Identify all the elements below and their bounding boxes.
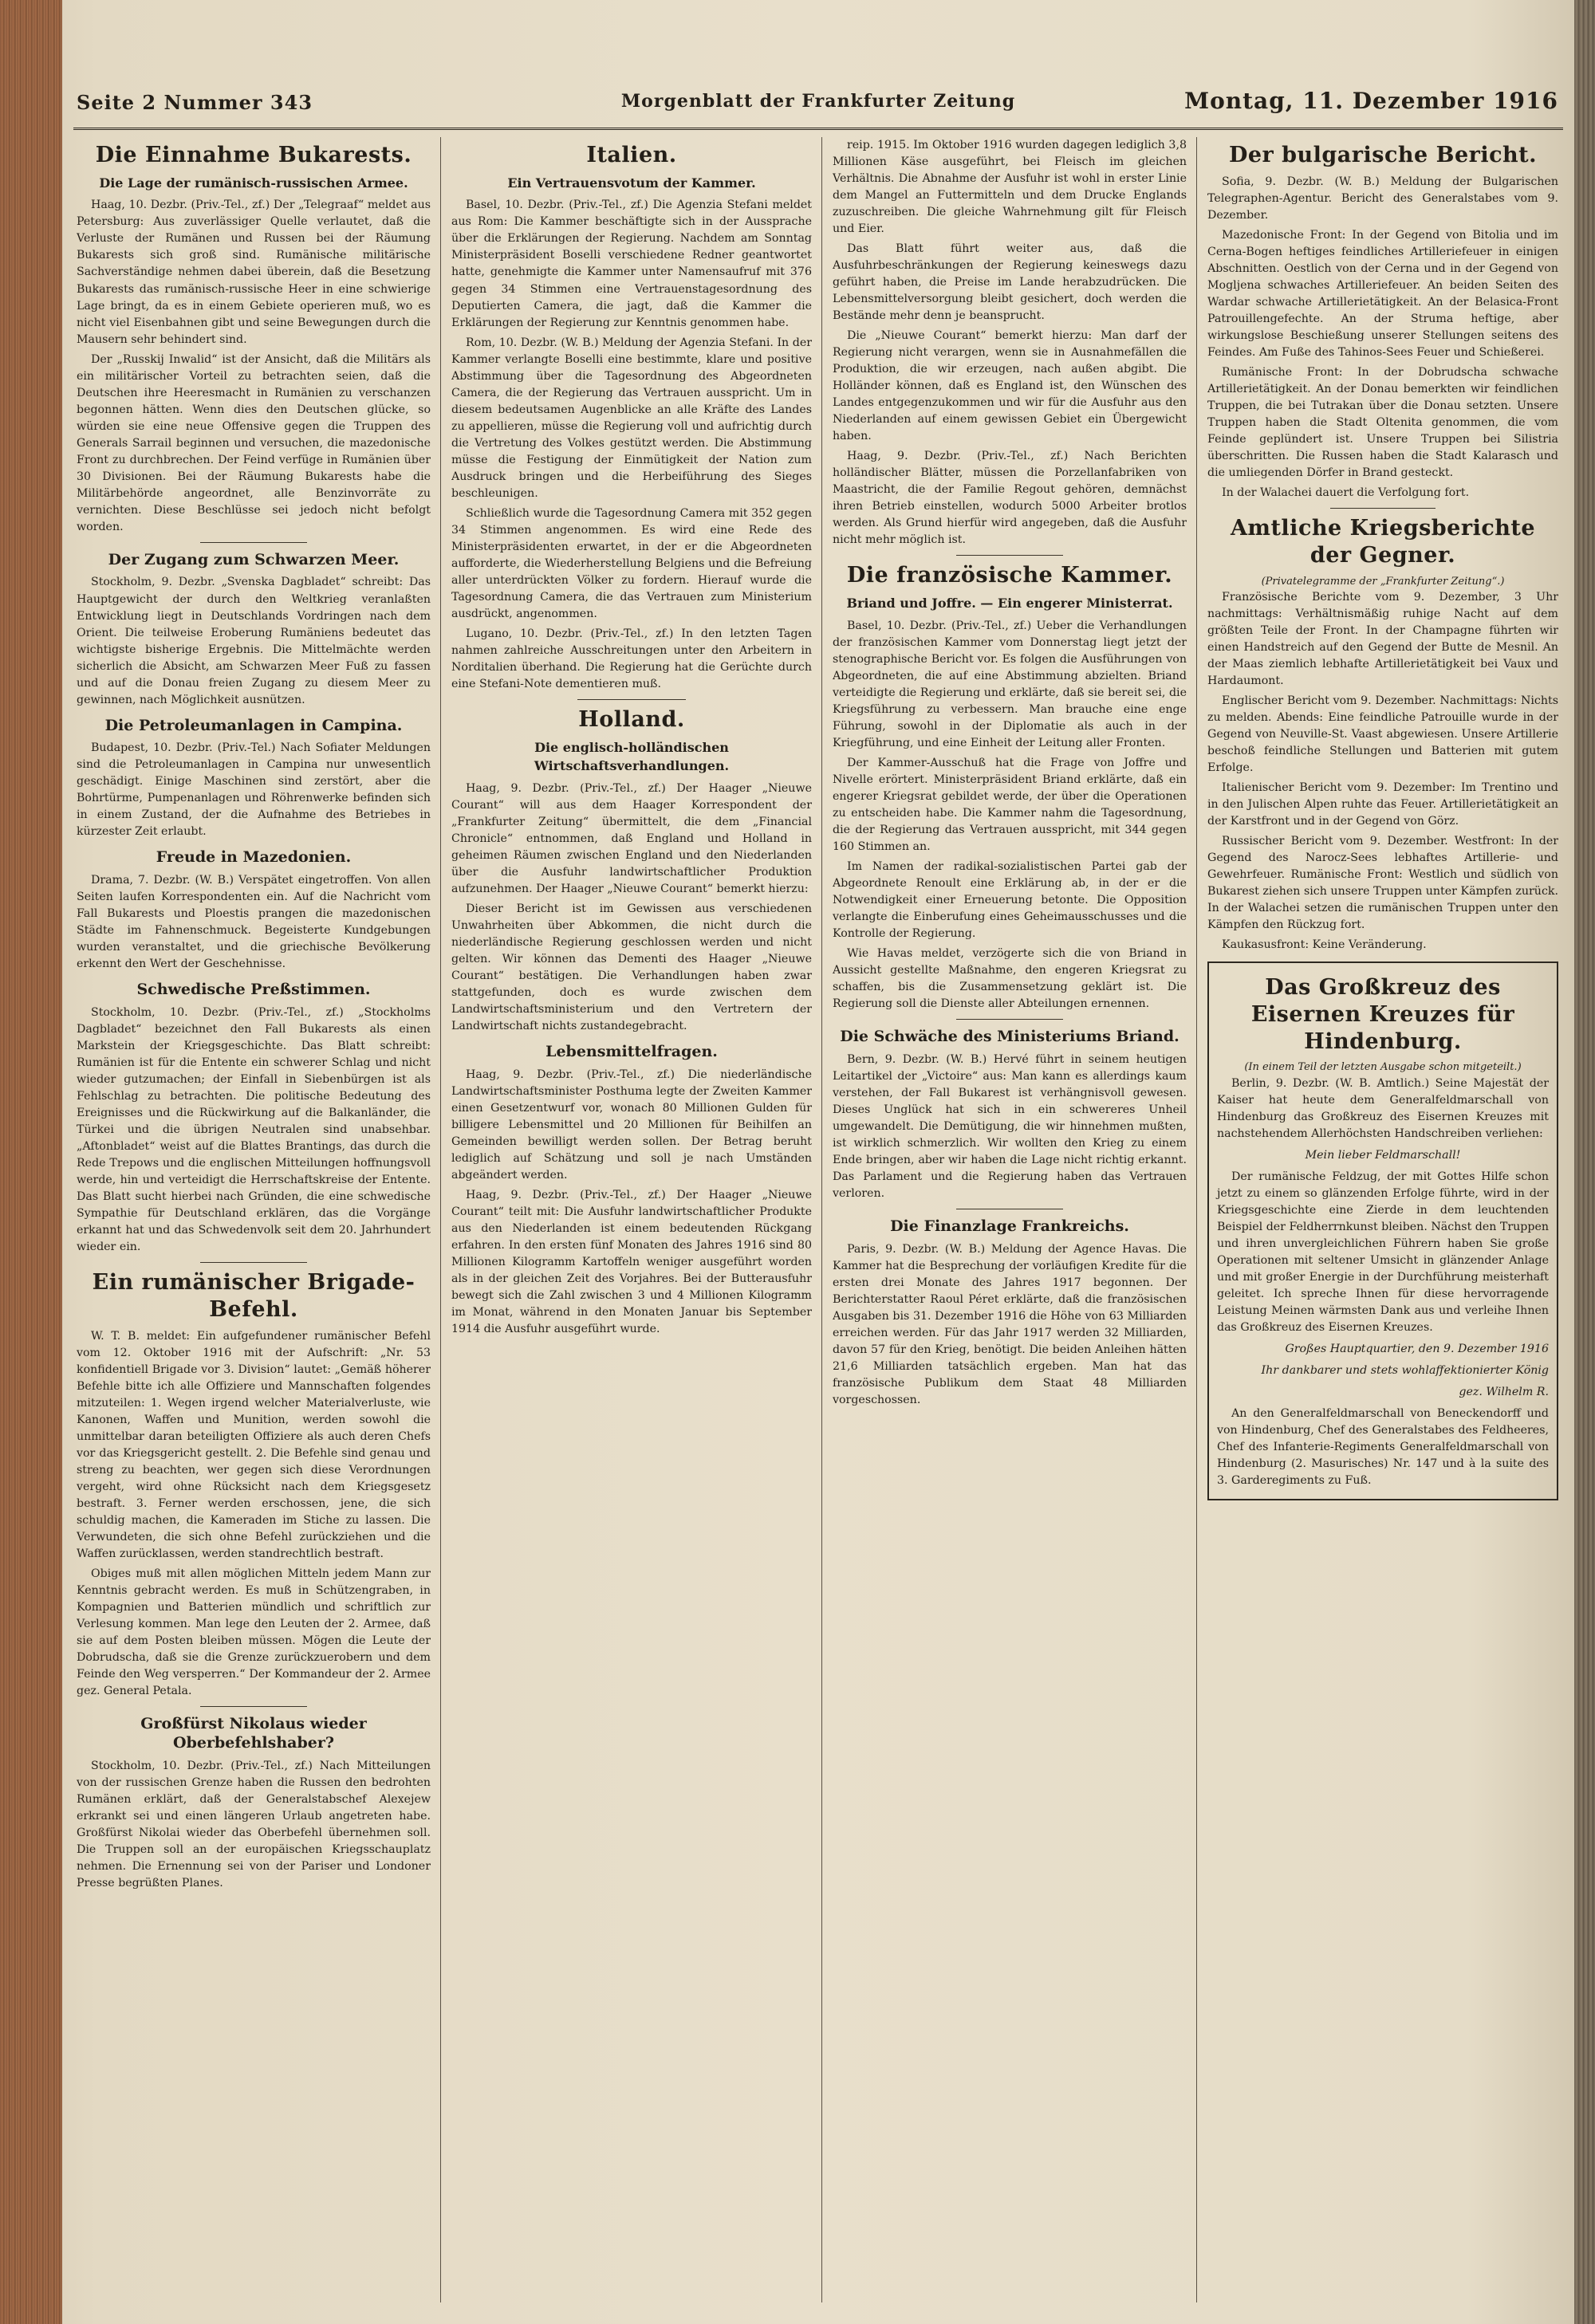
column-rule: [821, 137, 822, 2302]
headline-italien: Italien.: [586, 143, 677, 167]
headline-bulgarischer-bericht: Der bulgarische Bericht.: [1228, 143, 1538, 167]
article-paragraph: Wie Havas meldet, verzögerte sich die von Briand in Aussicht gestellte Maßnahme, den engeren Kriegsrat zu schaffen, bis die Zusammensetzung geklärt ist. Die Regierung soll die Dienste aller Abteilungen ernennen.: [833, 947, 1187, 1011]
article-paragraph: Schließlich wurde die Tagesordnung Camera mit 352 gegen 34 Stimmen angenommen. Es wird eine Rede des Ministerpräsidenten erwartet, in der er die Abgeordneten aufforderte, die Wiederherstellung Belgiens und die Befreiung aller unterdrückten Völker zu fordern. Hierauf wurde die Tagesordnung Camera, die das Vertrauen zum Ministerium ausdrückt, angenommen.: [451, 506, 812, 620]
article-paragraph: Berlin, 9. Dezbr. (W. B. Amtlich.) Seine Majestät der Kaiser hat heute dem Generalfeldmarschall von Hindenburg das Großkreuz des Eisernen Kreuzes mit nachstehendem Allerhöchsten Handschreiben verliehen:: [1217, 1076, 1549, 1140]
signature-place: Großes Hauptquartier, den 9. Dezember 1916: [1285, 1342, 1549, 1355]
letter-salutation: Mein lieber Feldmarschall!: [1305, 1148, 1461, 1162]
signature-text: Ihr dankbarer und stets wohlaffektionierter König: [1261, 1363, 1549, 1377]
page-edge: [1574, 0, 1595, 2324]
subheadline: (Privatelegramme der „Frankfurter Zeitung“.): [1261, 575, 1505, 588]
headline-schwarzes-meer: Der Zugang zum Schwarzen Meer.: [108, 550, 400, 568]
article-paragraph: Mazedonische Front: In der Gegend von Bitolia und im Cerna-Bogen heftiges feindliches Artilleriefeuer in einigen Abschnitten. Oestlich von der Cerna und in der Gegend von Mogljena schwaches Artilleriefeuer. An beiden Seiten des Wardar schwache Artillerietätigkeit. An der Belasica-Front Patrouillengefechte. An der Struma heftige, aber wirkungslose Beschießung unserer Stellungen seitens des Feindes. Am Fuße des Tahinos-Sees Feuer und Schießerei.: [1207, 228, 1558, 359]
article-paragraph: Haag, 9. Dezbr. (Priv.-Tel., zf.) Nach Berichten holländischer Blätter, müssen die Porzellanfabriken von Maastricht, die der Familie Regout gehören, demnächst ihren Betrieb einstellen, wodurch 5000 Arbeiter brotlos werden. Als Grund hierfür wird angegeben, daß die Ausfuhr nicht mehr möglich ist.: [833, 450, 1187, 547]
headline-mazedonien: Freude in Mazedonien.: [156, 848, 352, 867]
column-4: [1207, 137, 1558, 2302]
article-paragraph: Budapest, 10. Dezbr. (Priv.-Tel.) Nach Sofiater Meldungen sind die Petroleumanlagen in Campina nur unwesentlich geschädigt. Einige Maschinen sind zerstört, aber die Bohrtürme, Pumpenanlagen und Röhrenwerke befinden sich in einem Zustand, der die Aufnahme des Betriebes in kürzester Zeit erlaubt.: [77, 741, 431, 839]
headline-pressestimmen: Schwedische Preßstimmen.: [136, 981, 371, 999]
article-paragraph: An den Generalfeldmarschall von Beneckendorff und von Hindenburg, Chef des Generalstabes des Feldheeres, Chef des Infanterie-Regiments Generalfeldmarschall von Hindenburg (2. Masurisches) Nr. 147 und à la suite des 3. Garderegiments zu Fuß.: [1217, 1406, 1549, 1487]
issue-date: Montag, 11. Dezember 1916: [1184, 88, 1558, 114]
column-1: [77, 137, 431, 2302]
article-paragraph: Im Namen der radikal-sozialistischen Partei gab der Abgeordnete Renoult eine Erklärung ab, in der er die Notwendigkeit einer Erneuerung betonte. Die Opposition verlangte die Einberufung eines Geheimausschusses und die Kontrolle der Regierung.: [833, 860, 1187, 941]
headline-bukarest: Die Einnahme Bukarests.: [95, 143, 412, 167]
article-paragraph: Das Blatt führt weiter aus, daß die Ausfuhrbeschränkungen der Regierung keineswegs dazu geführt haben, die Preise im Lande herabzudrücken. Die Lebensmittelversorgung bleibt gesichert, doch werden die Bestände mehr denn je beansprucht.: [833, 242, 1187, 323]
note: (In einem Teil der letzten Ausgabe schon mitgeteilt.): [1244, 1061, 1522, 1074]
article-paragraph: Stockholm, 9. Dezbr. „Svenska Dagbladet“ schreibt: Das Hauptgewicht der durch den Weltkrieg veranlaßten Entwicklung liegt in Deutschlands Vordringen nach dem Orient. Die teilweise Eroberung Rumäniens bedeutet das wichtigste bisherige Ergebnis. Die Mittelmächte werden sicherlich die Absicht, am Schwarzen Meer Fuß zu fassen und auf die Donau freien Zugang zu diesem Meer zu gewinnen, nach Möglichkeit ausnützen.: [77, 576, 431, 706]
headline-petroleum: Die Petroleumanlagen in Campina.: [104, 716, 403, 734]
article-paragraph: Haag, 9. Dezbr. (Priv.-Tel., zf.) Der Haager „Nieuwe Courant“ teilt mit: Die Ausfuhr landwirtschaftlicher Produkte aus den Niederlanden ist einem bedeutenden Rückgang erfahren. In den ersten fünf Monaten des Jahres 1916 sind 80 Millionen Kilogramm Kartoffeln weniger ausgeführt worden als in der gleichen Zeit des Vorjahres. Bei der Butterausfuhr bewegt sich die Zahl zwischen 3 und 4 Millionen Kilogramm im Monat, während in den Monaten Januar bis September 1914 die Ausfuhr ausgeführt wurde.: [451, 1189, 812, 1336]
subheadline: Die Lage der rumänisch-russischen Armee.: [99, 175, 408, 191]
article-paragraph: Der Kammer-Ausschuß hat die Frage von Joffre und Nivelle erörtert. Ministerpräsident Briand erklärte, daß ein engerer Kriegsrat gebildet werde, der über die Operationen zu entscheiden habe. Die Kammer nahm die Tagesordnung, die der Regierung das Vertrauen ausspricht, mit 344 gegen 160 Stimmen an.: [833, 756, 1187, 853]
article-paragraph: Rumänische Front: In der Dobrudscha schwache Artillerietätigkeit. An der Donau bemerkten wir feindlichen Truppen, die bei Tutrakan über die Donau setzten. Unsere Truppen haben die Stadt Oltenita genommen, die vom Feinde geplündert ist. Unsere Truppen bei Silistria überschritten. Die Russen haben die Stadt Kalarasch und die umliegenden Dörfer in Brand gesteckt.: [1207, 365, 1558, 480]
article-paragraph: Lugano, 10. Dezbr. (Priv.-Tel., zf.) In den letzten Tagen nahmen zahlreiche Ausschreitungen unter den Arbeitern in Norditalien überhand. Die Regierung hat die Gerüchte durch eine Stefani-Note dementieren muß.: [451, 627, 812, 690]
article-paragraph: Kaukasusfront: Keine Veränderung.: [1222, 938, 1427, 952]
article-paragraph: Die „Nieuwe Courant“ bemerkt hierzu: Man darf der Regierung nicht verargen, wenn sie in Ausnahmefällen die Produktion, die wir erzeugen, nach außen abgibt. Die Holländer können, daß es England ist, den Wünschen des Landes entgegenzukommen und wir für die Ausfuhr aus den Niederlanden auf einem gewissen Gebiet ein Übergewicht haben.: [833, 329, 1187, 443]
headline-nikolaus: Großfürst Nikolaus wieder Oberbefehlshaber?: [140, 1715, 367, 1752]
article-paragraph: Basel, 10. Dezbr. (Priv.-Tel., zf.) Die Agenzia Stefani meldet aus Rom: Die Kammer beschäftigte sich in der Aussprache über die Erklärungen der Regierung. Nachdem am Sonntag Ministerpräsident Boselli verschiedene Redner geantwortet hatte, genehmigte die Kammer unter Namensaufruf mit 376 gegen 34 Stimmen eine Vertrauenstagesordnung des Deputierten Camera, die jagt, daß die Kammer die Erklärungen der Regierung zur Kenntnis genommen habe.: [451, 199, 812, 329]
column-3: [833, 137, 1187, 2302]
article-paragraph: Russischer Bericht vom 9. Dezember. Westfront: In der Gegend des Narocz-Sees lebhaftes Artillerie- und Gewehrfeuer. Rumänische Front: Westlich und südlich von Bukarest ziehen sich unsere Truppen unter Kämpfen zurück. In der Walachei setzen die rumänischen Truppen unter den Kämpfen den Rückzug fort.: [1207, 835, 1558, 932]
signature-name: gez. Wilhelm R.: [1459, 1385, 1549, 1398]
article-paragraph: Englischer Bericht vom 9. Dezember. Nachmittags: Nichts zu melden. Abends: Eine feindliche Patrouille wurde in der Gegend von Neuville-St. Vaast abgewiesen. Unsere Artillerie beschoß feindliche Stellungen und Batterien mit gutem Erfolge.: [1207, 694, 1558, 774]
headline-kriegsberichte: Amtliche Kriegsberichte der Gegner.: [1230, 516, 1536, 568]
article-paragraph: Stockholm, 10. Dezbr. (Priv.-Tel., zf.) Nach Mitteilungen von der russischen Grenze haben die Russen den bedrohten Rumänen erklärt, daß der Generalstabschef Alexejew erkrankt sei und einen längeren Urlaub angetreten habe. Großfürst Nikolai wieder das Oberbefehl übernehmen soll. Die Truppen soll an der europäischen Kriegsschauplatz nehmen. Die Ernennung sei von der Pariser und Londoner Presse begrüßten Planes.: [77, 1759, 431, 1889]
book-binding: [0, 0, 62, 2324]
headline-holland: Holland.: [578, 706, 685, 732]
column-rule: [1196, 137, 1197, 2302]
subheadline: Briand und Joffre. — Ein engerer Ministerrat.: [846, 596, 1173, 611]
article-paragraph: Bern, 9. Dezbr. (W. B.) Hervé führt in seinem heutigen Leitartikel der „Victoire“ aus: Man kann es allerdings kaum verstehen, der Fall Bukarest ist verhängnisvoll gewesen. Dieses Unglück hat sich in ein schwereres Unheil umgewandelt. Die Demütigung, die wir hinnehmen mußten, ist wirklich schmerzlich. Wir wollten den Krieg zu einem Ende bringen, aber wir haben die Lage nicht richtig erkannt. Das Parlament und die Regierung haben das Vertrauen verloren.: [833, 1052, 1187, 1201]
separator: [200, 542, 306, 543]
newspaper-page: [73, 83, 1563, 2307]
article-paragraph: Haag, 10. Dezbr. (Priv.-Tel., zf.) Der „Telegraaf“ meldet aus Petersburg: Aus zuverlässiger Quelle verlautet, daß die Verluste der Rumänen und Russen bei der Räumung Bukarests sich groß sind. Rumänische militärische Sachverständige nehmen dabei überein, daß die Besetzung Bukarests das rumänisch-russische Heer in eine schwierige Lage bringt, da es in einem Gebiete operieren muß, wo es nicht viel Eisenbahnen gibt und seine Bewegungen durch die Mausern sehr behindert sind.: [77, 199, 431, 346]
separator: [956, 555, 1062, 556]
headline-brigade-befehl: Ein rumänischer Brigade-Befehl.: [92, 1270, 415, 1323]
article-paragraph: Haag, 9. Dezbr. (Priv.-Tel., zf.) Der Haager „Nieuwe Courant“ will aus dem Haager Korrespondent der „Frankfurter Zeitung“ übermittelt, die dem „Financial Chronicle“ entnommen, daß England und Holland in geheimen Räumen zwischen England und den Niederlanden über die Ausfuhr landwirtschaftlicher Produktion aufzunehmen. Der Haager „Nieuwe Courant“ bemerkt hierzu:: [451, 781, 812, 896]
article-paragraph: Paris, 9. Dezbr. (W. B.) Meldung der Agence Havas. Die Kammer hat die Besprechung der vorläufigen Kredite für die ersten drei Monate des Jahres 1917 begonnen. Der Berichterstatter Raoul Péret erklärte, daß die französischen Ausgaben bis 31. Dezember 1916 die Höhe von 63 Milliarden erreichen werden. Für das Jahr 1917 werden 32 Milliarden, davon 57 für den Krieg, benötigt. Die beiden Anleihen hätten 21,6 Milliarden tatsächlich ergeben. Man hat das französische Publikum dem Staat 48 Milliarden vorgeschossen.: [833, 1242, 1187, 1406]
article-paragraph: In der Walachei dauert die Verfolgung fort.: [1222, 486, 1470, 500]
hindenburg-box: [1207, 961, 1558, 1500]
headline-ministerium-briand: Die Schwäche des Ministeriums Briand.: [840, 1028, 1180, 1046]
article-paragraph: Stockholm, 10. Dezbr. (Priv.-Tel., zf.) „Stockholms Dagbladet“ bezeichnet den Fall Bukarests als einen Markstein der Kriegsgeschichte. Das Blatt schreibt: Rumänien ist für die Entente ein schwerer Schlag und nicht wieder gutzumachen; der Einfall in Siebenbürgen ist als Fehlschlag zu betrachten. Die politische Bedeutung des Ereignisses und die Rückwirkung auf die Balkanländer, die Türkei und die übrigen Neutralen sind unabsehbar. „Aftonbladet“ weist auf die Blattes Brantings, das durch die Rede Trepows und die englischen Mitteilungen hoffnungsvoll werde, hin und verteidigt die Herrschaftskreise der Entente. Das Blatt sucht hierbei nach Gründen, die eine schwedische Sympathie für Deutschland erklären, das die Vorgänge erkannt hat und das Schwedenvolk seit dem 20. Jahrhundert wieder ein.: [77, 1006, 431, 1254]
article-paragraph: Haag, 9. Dezbr. (Priv.-Tel., zf.) Die niederländische Landwirtschaftsminister Posthuma legte der Zweiten Kammer einen Gesetzentwurf vor, wonach 80 Millionen Gulden für billigere Lebensmittel und 20 Millionen für Beihilfen an Gemeinden bewilligt werden sollen. Der Betrag beruht lediglich auf Schätzung und soll je nach Umständen abgeändert werden.: [451, 1068, 812, 1182]
headline-grosskreuz: Das Großkreuz des Eisernen Kreuzes für Hindenburg.: [1250, 975, 1515, 1054]
page-number: Seite 2 Nummer 343: [77, 91, 313, 114]
article-paragraph: Italienischer Bericht vom 9. Dezember: Im Trentino und in den Julischen Alpen ruhte das Feuer. Artillerietätigkeit an der Karstfront und in der Gegend von Görz.: [1207, 781, 1558, 828]
article-paragraph: reip. 1915. Im Oktober 1916 wurden dagegen lediglich 3,8 Millionen Käse ausgeführt, bei Fleisch im gleichen Verhältnis. Die Abnahme der Ausfuhr ist wohl in erster Linie dem Mangel an Futtermitteln und dem Drucke Englands zuzuschreiben. Die gleiche Wahrnehmung gilt für Fleisch und Eier.: [833, 139, 1187, 236]
headline-lebensmittel: Lebensmittelfragen.: [545, 1043, 718, 1061]
headline-finanzlage: Die Finanzlage Frankreichs.: [890, 1217, 1129, 1236]
article-paragraph: Dieser Bericht ist im Gewissen aus verschiedenen Unwahrheiten über Abkommen, die nicht durch die niederländische Regierung geschlossen werden und nicht gelten. Wir können das Dementi des Haager „Nieuwe Courant“ bestätigen. Die Verhandlungen haben zwar stattgefunden, doch es wurde zwischen dem Landwirtschaftsministerium und den Vertretern der Landwirtschaft nichts zustandegebracht.: [451, 902, 812, 1033]
separator: [200, 1706, 306, 1707]
separator: [1330, 508, 1436, 509]
subheadline: Die englisch-holländischen Wirtschaftsverhandlungen.: [534, 739, 730, 774]
headline-franzoesische-kammer: Die französische Kammer.: [846, 563, 1173, 588]
separator: [577, 699, 686, 700]
article-paragraph: Der rumänische Feldzug, der mit Gottes Hilfe schon jetzt zu einem so glänzenden Erfolge führte, wird in der Kriegsgeschichte eine Zierde in dem leuchtenden Beispiel der Feldherrnkunst bleiben. Nächst den Truppen und ihren unvergleichlichen Führern haben Sie große Operationen mit seltener Umsicht in glänzender Anlage und mit großer Energie in der Durchführung meisterhaft geleitet. Ich spreche Ihnen für diese hervorragende Leistung Meinen wärmsten Dank aus und verleihe Ihnen das Großkreuz des Eisernen Kreuzes.: [1217, 1170, 1549, 1334]
masthead: [73, 83, 1563, 130]
separator: [956, 1019, 1062, 1020]
article-paragraph: Obiges muß mit allen möglichen Mitteln jedem Mann zur Kenntnis gebracht werden. Es muß in Schützengraben, in Kompagnien und Batterien mündlich und schriftlich zur Verlesung kommen. Man lege den Leuten der 2. Armee, daß sie auf dem Posten bleiben müssen. Mögen die Leute der Dobrudscha, daß sie die Grenze zurückzuerobern und dem Feinde den Weg versperren.“ Der Kommandeur der 2. Armee gez. General Petala.: [77, 1567, 431, 1698]
separator: [200, 1262, 306, 1263]
column-rule: [440, 137, 441, 2302]
article-paragraph: Rom, 10. Dezbr. (W. B.) Meldung der Agenzia Stefani. In der Kammer verlangte Boselli eine bestimmte, klare und positive Abstimmung über die Tagesordnung des Abgeordneten Camera, die der Regierung das Vertrauen ausspricht. Um in diesem bedeutsamen Augenblicke an alle Kräfte des Landes zu appellieren, müsse die Regierung voll und aufrichtig durch die Vertretung des Volkes gestützt werden. Die Abstimmung müsse die Festigung der Einmütigkeit der Nation zum Ausdruck bringen und die Herbeiführung des Sieges beschleunigen.: [451, 336, 812, 500]
column-2: [451, 137, 812, 2302]
article-paragraph: Drama, 7. Dezbr. (W. B.) Verspätet eingetroffen. Von allen Seiten laufen Korrespondenten ein. Auf die Nachricht vom Fall Bukarests und Ploestis prangen die mazedonischen Städte im Fahnenschmuck. Begeisterte Kundgebungen wurden veranstaltet, und die griechische Bevölkerung erkennt den Wert der Geschehnisse.: [77, 874, 431, 971]
newspaper-title: Morgenblatt der Frankfurter Zeitung: [620, 91, 1016, 112]
subheadline: Ein Vertrauensvotum der Kammer.: [507, 175, 756, 191]
article-paragraph: Französische Berichte vom 9. Dezember, 3 Uhr nachmittags: Verhältnismäßig ruhige Nacht auf dem größten Teile der Front. In der Champagne führten wir einen Handstreich auf den Gegend der Butte de Mesnil. An der Maas ziemlich lebhafte Artillerietätigkeit bei Vaux und Hardaumont.: [1207, 590, 1558, 687]
article-paragraph: Basel, 10. Dezbr. (Priv.-Tel., zf.) Ueber die Verhandlungen der französischen Kammer vom Donnerstag liegt jetzt der stenographische Bericht vor. Es folgen die Ausführungen von Abgeordneten, die auf eine Abstimmung abzielten. Briand verteidigte die Regierung und erklärte, daß sie bereit sei, die Kriegsführung zu verbessern. Man brauche eine enge Führung, sowohl in der Diplomatie als auch in der Kriegführung, und eine Einheit der Leitung aller Fronten.: [833, 619, 1187, 749]
article-paragraph: Sofia, 9. Dezbr. (W. B.) Meldung der Bulgarischen Telegraphen-Agentur. Bericht des Generalstabes vom 9. Dezember.: [1207, 175, 1558, 222]
article-paragraph: W. T. B. meldet: Ein aufgefundener rumänischer Befehl vom 12. Oktober 1916 mit der Aufschrift: „Nr. 53 konfidentiell Brigade vor 3. Division“ lautet: „Gemäß höherer Befehle bitte ich alle Offiziere und Mannschaften folgendes mitzuteilen: 1. Wegen irgend welcher Materialverluste, wie Kanonen, Waffen und Munition, werden sowohl die unmittelbar daran beteiligten Offiziere als auch deren Chefs vor das Kriegsgericht gestellt. 2. Die Befehle sind genau und streng zu beachten, wer gegen sich diese Verordnungen vergeht, wird ohne Rücksicht nach dem Kriegsgesetz bestraft. 3. Ferner werden erschossen, jene, die sich schuldig machen, die Kameraden im Stiche zu lassen. Die Verwundeten, die sich ohne Befehl zurückziehen und die Waffen zurücklassen, werden standrechtlich bestraft.: [77, 1329, 431, 1560]
article-paragraph: Der „Russkij Inwalid“ ist der Ansicht, daß die Militärs als ein militärischer Vorteil zu betrachten seien, daß die Deutschen ihre Heeresmacht in Rumänien zu verschanzen begonnen hätten. Wenn dies den Deutschen glücke, so würden sie eine neue Offensive gegen die Truppen des Generals Sarrail beginnen und versuchen, die mazedonische Front zu durchbrechen. Der Feind verfüge in Rumänien über 30 Divisionen. Bei der Räumung Bukarests habe die Militärbehörde angeordnet, alle Benzinvorräte zu vernichten. Diese Beschlüsse sei jedoch nicht befolgt worden.: [77, 352, 431, 533]
